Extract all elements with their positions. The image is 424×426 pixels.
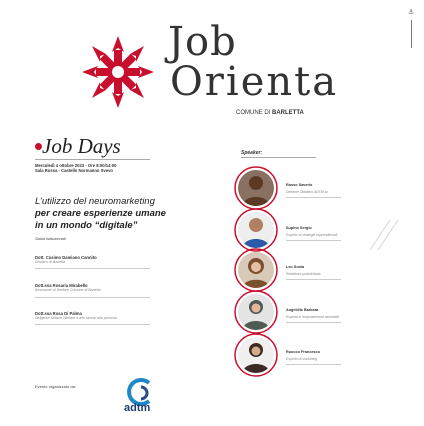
topic-line-3: in un mondo “digitale”	[35, 220, 138, 231]
decorative-ring-icon	[232, 165, 280, 380]
brand-title-job: Job	[168, 19, 237, 65]
guest-name: Dott.ssa Rosaria Mirabello	[35, 283, 88, 288]
speaker-divider	[286, 364, 341, 365]
edge-divider	[411, 20, 412, 48]
organizer-label: Evento organizzato da:	[35, 384, 76, 389]
guest-divider	[35, 324, 150, 325]
event-title-divider	[35, 159, 150, 160]
speaker-role: Redattrice pubblicitaria	[286, 272, 321, 276]
anchor-icon: ⚓	[408, 8, 415, 16]
speaker-role: Esperto di marketing	[286, 357, 318, 361]
guest-name: Dott.ssa Rosa Di Palma	[35, 311, 82, 316]
top-edge-strip	[0, 0, 424, 6]
speaker-divider	[286, 322, 341, 323]
speaker-divider	[286, 197, 341, 198]
event-venue: Sala Rossa - Castello Normanno Svevo	[35, 168, 113, 173]
event-topic	[35, 196, 210, 232]
speaker-name: Ruocco Francesco	[286, 350, 320, 354]
guest-item	[35, 255, 97, 264]
decorative-lines-icon	[370, 210, 406, 250]
job-orienta-logo-icon	[78, 32, 158, 112]
guest-role: Dirigente Settore Welfare e altri servizi alla persona	[35, 316, 117, 320]
speaker-role: Esperto di strategie imprenditoriali	[286, 233, 338, 237]
greetings-label: Saluti istituzionali	[35, 236, 66, 241]
speakers-divider	[241, 157, 316, 158]
speaker-name: Russo Saverio	[286, 183, 313, 187]
guest-item	[35, 283, 101, 292]
guest-name: Dott. Cosimo Damiano Cannito	[35, 255, 97, 260]
comune-prefix: COMUNE DI	[236, 110, 272, 116]
comune-city: BARLETTA	[272, 110, 304, 116]
guest-divider	[35, 297, 150, 298]
speakers-heading: Speaker:	[241, 150, 263, 156]
speaker-divider	[286, 279, 341, 280]
guest-role: Assessore al Welfare Comune di Barletta	[35, 288, 101, 292]
comune-label	[236, 110, 304, 116]
guest-role: Sindaco di Barletta	[35, 260, 66, 264]
speaker-role: Esperta in empowerment aziendale	[286, 315, 340, 319]
topic-line-2: per creare esperienze umane	[35, 208, 166, 219]
speaker-role: Direttore Didattico ADTM srl	[286, 190, 329, 194]
job-days-bullet	[35, 143, 42, 150]
speaker-name: Leo Sonia	[286, 265, 305, 269]
organizer-name: adtm	[124, 402, 151, 414]
event-title: Job Days	[42, 134, 121, 158]
guest-item	[35, 311, 117, 320]
topic-line-1: L’utilizzo del neuromarketing	[35, 196, 155, 207]
guest-divider	[35, 268, 150, 269]
brand-title-orienta: Orienta	[170, 59, 339, 105]
speaker-name: Angelillis Barbara	[286, 308, 319, 312]
speaker-name: Supino Sergio	[286, 226, 312, 230]
event-date: Mercoledì 4 ottobre 2023 - Ore 8:00/14:00	[35, 163, 117, 168]
speaker-divider	[286, 240, 341, 241]
